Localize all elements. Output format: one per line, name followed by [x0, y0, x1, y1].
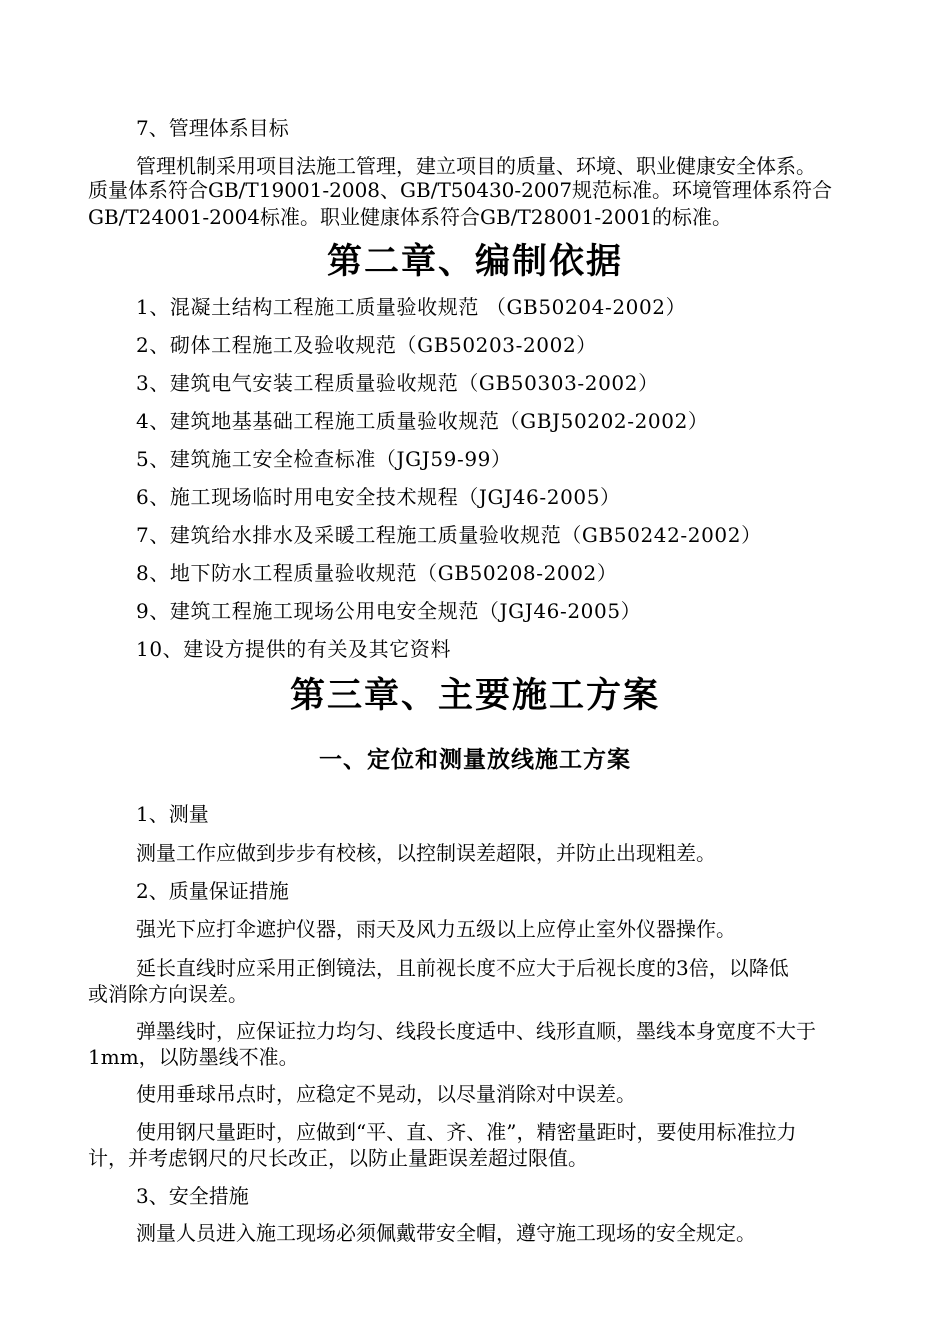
paragraph-line: 使用钢尺量距时，应做到“平、直、齐、准”，精密量距时，要使用标准拉力 — [136, 1120, 797, 1144]
paragraph-line: 1mm，以防墨线不准。 — [88, 1045, 299, 1069]
paragraph-line: 使用垂球吊点时，应稳定不晃动，以尽量消除对中误差。 — [136, 1082, 636, 1106]
list-item: 4、建筑地基基础工程施工质量验收规范（GBJ50202-2002） — [136, 409, 709, 433]
paragraph-line: 测量工作应做到步步有校核，以控制误差超限，并防止出现粗差。 — [136, 841, 716, 865]
paragraph-line: 强光下应打伞遮护仪器，雨天及风力五级以上应停止室外仪器操作。 — [136, 917, 736, 941]
list-item: 8、地下防水工程质量验收规范（GB50208-2002） — [136, 561, 618, 585]
paragraph-line: 测量人员进入施工现场必须佩戴带安全帽，遵守施工现场的安全规定。 — [136, 1221, 756, 1245]
paragraph-line: 计，并考虑钢尺的尺长改正，以防止量距误差超过限值。 — [88, 1146, 588, 1170]
list-item: 9、建筑工程施工现场公用电安全规范（JGJ46-2005） — [136, 599, 642, 623]
section-title: 一、定位和测量放线施工方案 — [319, 746, 631, 773]
subheading: 2、质量保证措施 — [136, 879, 289, 903]
paragraph-line: 管理机制采用项目法施工管理，建立项目的质量、环境、职业健康安全体系。 — [136, 154, 816, 178]
list-item: 10、建设方提供的有关及其它资料 — [136, 637, 452, 661]
list-item: 1、混凝土结构工程施工质量验收规范 （GB50204-2002） — [136, 295, 687, 319]
paragraph-line: GB/T24001-2004标准。职业健康体系符合GB/T28001-2001的标准。 — [88, 205, 733, 229]
subheading: 3、安全措施 — [136, 1184, 249, 1208]
list-item: 3、建筑电气安装工程质量验收规范（GB50303-2002） — [136, 371, 659, 395]
subheading: 1、测量 — [136, 802, 209, 826]
chapter-title: 第二章、编制依据 — [326, 241, 623, 282]
list-item: 6、施工现场临时用电安全技术规程（JGJ46-2005） — [136, 485, 621, 509]
section-heading-mgmt: 7、管理体系目标 — [136, 116, 289, 140]
list-item: 5、建筑施工安全检查标准（JGJ59-99） — [136, 447, 512, 471]
list-item: 2、砌体工程施工及验收规范（GB50203-2002） — [136, 333, 597, 357]
list-item: 7、建筑给水排水及采暖工程施工质量验收规范（GB50242-2002） — [136, 523, 762, 547]
paragraph-line: 质量体系符合GB/T19001-2008、GB/T50430-2007规范标准。环境管理体系符合 — [88, 178, 833, 202]
paragraph-line: 弹墨线时，应保证拉力均匀、线段长度适中、线形直顺，墨线本身宽度不大于 — [136, 1019, 816, 1043]
chapter-title: 第三章、主要施工方案 — [289, 675, 660, 716]
paragraph-line: 或消除方向误差。 — [88, 982, 248, 1006]
paragraph-line: 延长直线时应采用正倒镜法，且前视长度不应大于后视长度的3倍，以降低 — [136, 956, 789, 980]
